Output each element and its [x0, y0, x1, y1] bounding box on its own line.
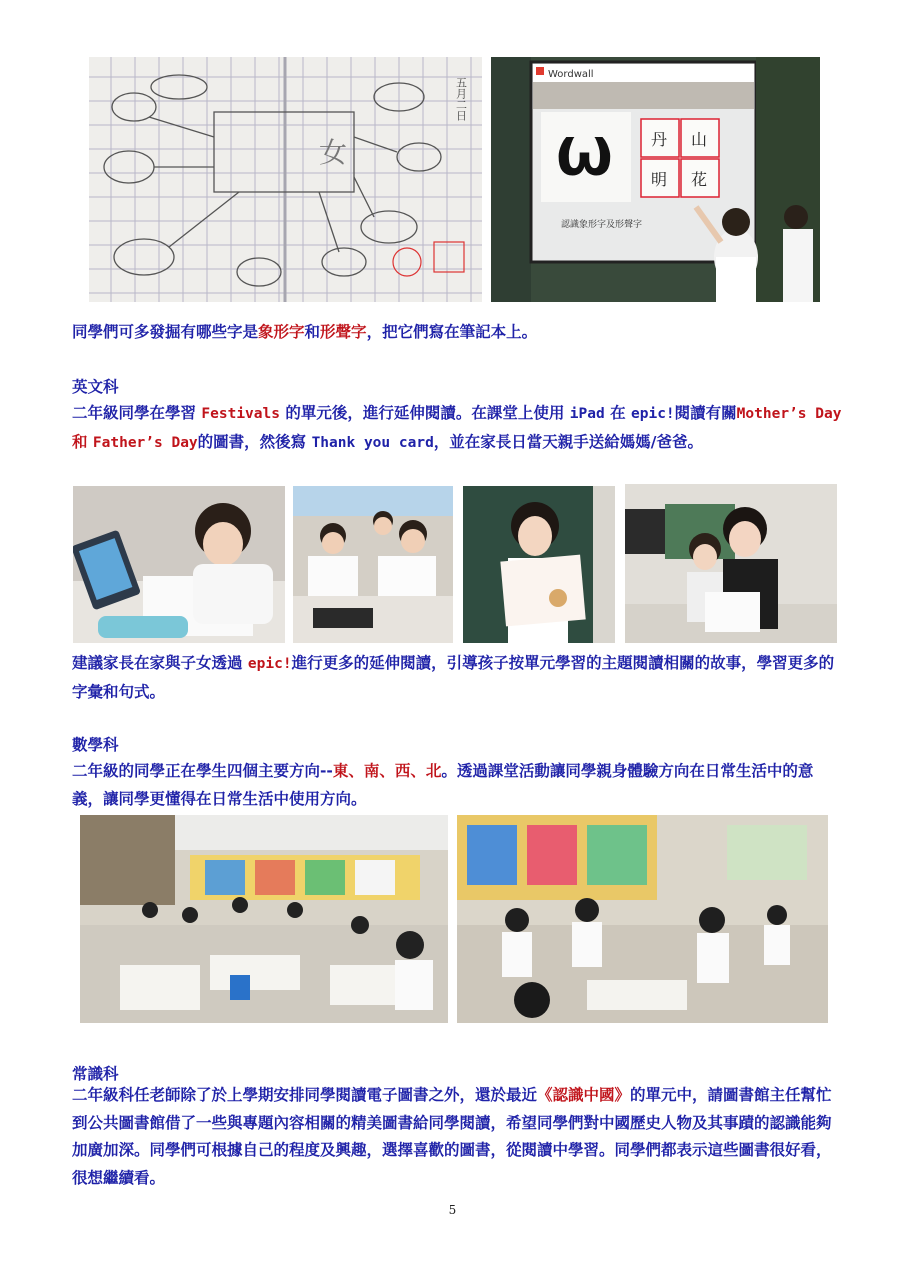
- english-text-6: 的圖書，然後寫: [197, 433, 312, 451]
- chinese-text-5: ，把它們寫在筆記本上。: [366, 323, 538, 341]
- festivals-term: Festivals: [201, 406, 280, 422]
- chinese-text-1: 同學們可多發掘有哪些字是: [72, 323, 259, 341]
- notebook-date: 五月二日: [454, 77, 468, 121]
- notebook-sketch-drawing: [89, 57, 482, 302]
- wordwall-board-drawing: [491, 57, 820, 302]
- notebook-sketch-photo: [89, 57, 482, 302]
- wordwall-char-4: 花: [691, 170, 708, 189]
- students-cards-photo: [293, 486, 453, 643]
- directions-term: 東、南、西、北: [332, 762, 442, 780]
- english-text-2: 的單元後，進行延伸閱讀。在課堂上使用: [279, 404, 570, 422]
- math-text-2: 。透過課堂活動讓同學親身體驗方向在日常生活中的意義，讓同學更懂得在日常生活中使用方向。: [72, 762, 814, 808]
- page-number: 5: [448, 1203, 457, 1217]
- math-paragraph: [72, 757, 842, 813]
- english-text-5: 和: [72, 433, 93, 451]
- math-text-1: 二年級的同學正在學生四個主要方向--: [72, 762, 333, 780]
- ipad-term: iPad: [569, 406, 605, 422]
- general-text-2: 的單元中，請圖書館主任幫忙到公共圖書館借了一些與專題內容相關的精美圖書給同學閱讀，希望同學們對中國歷史人物及其事蹟的認識能夠加廣加深。同學們可根據自己的程度及興趣，選擇喜歡的圖書，從閱讀中學習。同學們都表示這些圖書很好看，很想繼續看。: [72, 1086, 832, 1187]
- svg-text:Ѡ: Ѡ: [556, 128, 613, 188]
- phonogram-term: 形聲字: [320, 323, 367, 341]
- english-suggestion: [72, 649, 842, 706]
- classroom-directions-photo-2: [457, 815, 828, 1023]
- student-ipad-photo: [73, 486, 285, 643]
- wordwall-board-photo: [491, 57, 820, 302]
- general-studies-paragraph: [72, 1082, 842, 1192]
- wordwall-caption: 認識象形字及形聲字: [561, 220, 643, 230]
- classroom-directions-photo-1: [80, 815, 448, 1023]
- unit-name: 《認識中國》: [537, 1086, 631, 1104]
- girl-card-photo: [463, 486, 615, 643]
- english-text-1: 二年級同學在學習: [72, 404, 202, 422]
- notebook-center-char: 女: [319, 136, 348, 169]
- suggestion-text-1: 建議家長在家與子女透過: [72, 654, 248, 672]
- english-text-7: ，並在家長日當天親手送給媽媽/爸爸。: [433, 433, 703, 451]
- thank-you-card-term: Thank you card: [311, 435, 434, 451]
- english-heading: 英文科: [72, 378, 119, 396]
- suggestion-text-2: 進行更多的延伸閱讀，引導孩子按單元學習的主題閱讀相關的故事，學習更多的字彙和句式。: [72, 654, 835, 701]
- wordwall-char-3: 明: [651, 170, 668, 189]
- wordwall-char-2: 山: [691, 130, 708, 149]
- chinese-paragraph: [72, 318, 842, 346]
- english-paragraph: [72, 399, 842, 457]
- general-text-1: 二年級科任老師除了於上學期安排同學閱讀電子圖書之外，還於最近: [72, 1086, 538, 1104]
- mothers-day-term: Mother’s Day: [736, 406, 842, 422]
- pictograph-term: 象形字: [258, 323, 305, 341]
- english-text-3: 在: [604, 404, 631, 422]
- general-studies-heading: 常識科: [72, 1065, 119, 1083]
- english-text-4: 閱讀有關: [674, 404, 737, 422]
- epic-term: epic!: [631, 406, 675, 422]
- wordwall-char-1: 丹: [651, 130, 668, 149]
- math-heading: 數學科: [72, 736, 119, 754]
- wordwall-brand: Wordwall: [548, 69, 594, 80]
- fathers-day-term: Father’s Day: [92, 435, 198, 451]
- suggestion-epic-term: epic!: [247, 656, 292, 672]
- chinese-text-3: 和: [304, 323, 321, 341]
- parent-child-photo: [625, 484, 837, 643]
